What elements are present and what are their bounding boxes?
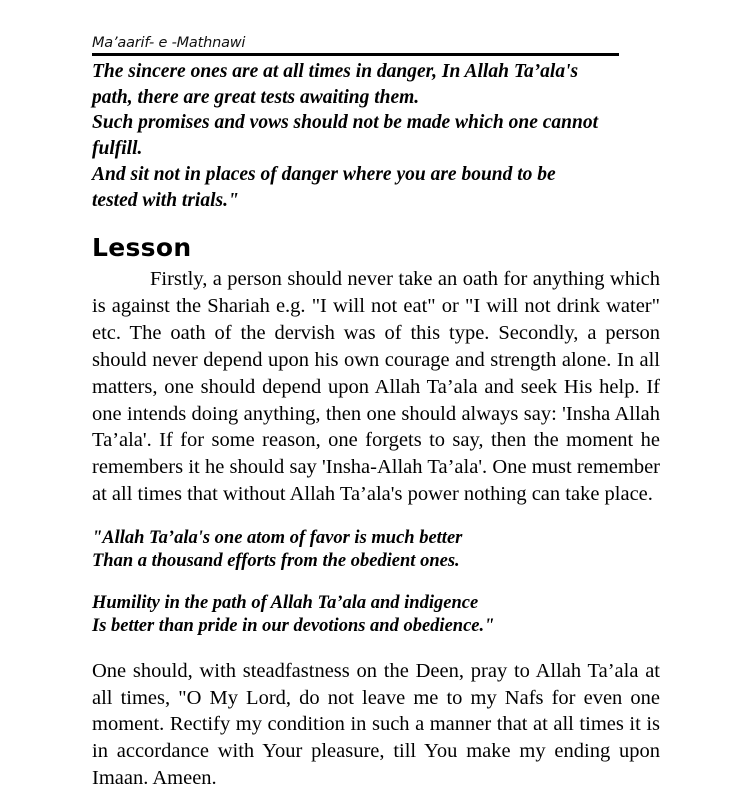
- verse-paragraph: [92, 59, 660, 110]
- page-content: [92, 36, 660, 792]
- verse-paragraph: [92, 162, 660, 213]
- lesson-body-paragraph: Firstly, a person should never take an oath for anything which is against the Shariah e.g. "I will not eat" or "I will not drink water" etc. The oath of the dervish was of this type. Secondly, a person should never depend upon his own courage and strength alone. In all matters, one should depend upon Allah Ta’ala and seek His help. If one intends doing anything, then one should always say: 'Insha Allah Ta’ala'. If for some reason, one forgets to say, then the moment he remembers it he should say 'Insha-Allah Ta’ala'. One must remember at all times that without Allah Ta’ala's power nothing can take place.: [92, 268, 660, 506]
- closing-text: One should, with steadfastness on the Deen, pray to Allah Ta’ala at all times, "O My Lord, do not leave me to my Nafs for even one moment. Rectify my condition in such a manner that at all times it is in accordance with Your pleasure, till You make: [92, 659, 660, 763]
- couplet-line: Is better than pride in our devotions and obedience.": [92, 615, 495, 636]
- couplet-line: Than a thousand efforts from the obedient ones.: [92, 550, 460, 571]
- verse-line: fulfill.: [92, 138, 143, 160]
- closing-paragraph: [92, 658, 660, 792]
- verse-line: And sit not in places of danger where you are bound to be: [92, 163, 556, 185]
- couplet-block: [92, 592, 660, 638]
- verse-line: The sincere ones are at all times in danger, In Allah Ta’ala's: [92, 60, 579, 82]
- lesson-heading: Lesson: [92, 233, 192, 263]
- couplet-line: "Allah Ta’ala's one atom of favor is much better: [92, 527, 463, 548]
- verse-paragraph: [92, 110, 660, 161]
- running-header-title: Ma’aarif- e -Mathnawi: [92, 35, 246, 51]
- couplet-block: [92, 527, 660, 573]
- header-divider-rule: [92, 53, 619, 56]
- opening-verse-block: [92, 59, 660, 213]
- verse-line: Such promises and vows should not be made which one cannot: [92, 112, 599, 134]
- closing-tail: my ending upon Imaan. Ameen.: [92, 740, 661, 790]
- couplet-line: Humility in the path of Allah Ta’ala and indigence: [92, 592, 479, 613]
- verse-line: path, there are great tests awaiting them.: [92, 86, 420, 108]
- verse-line: tested with trials.": [92, 189, 239, 211]
